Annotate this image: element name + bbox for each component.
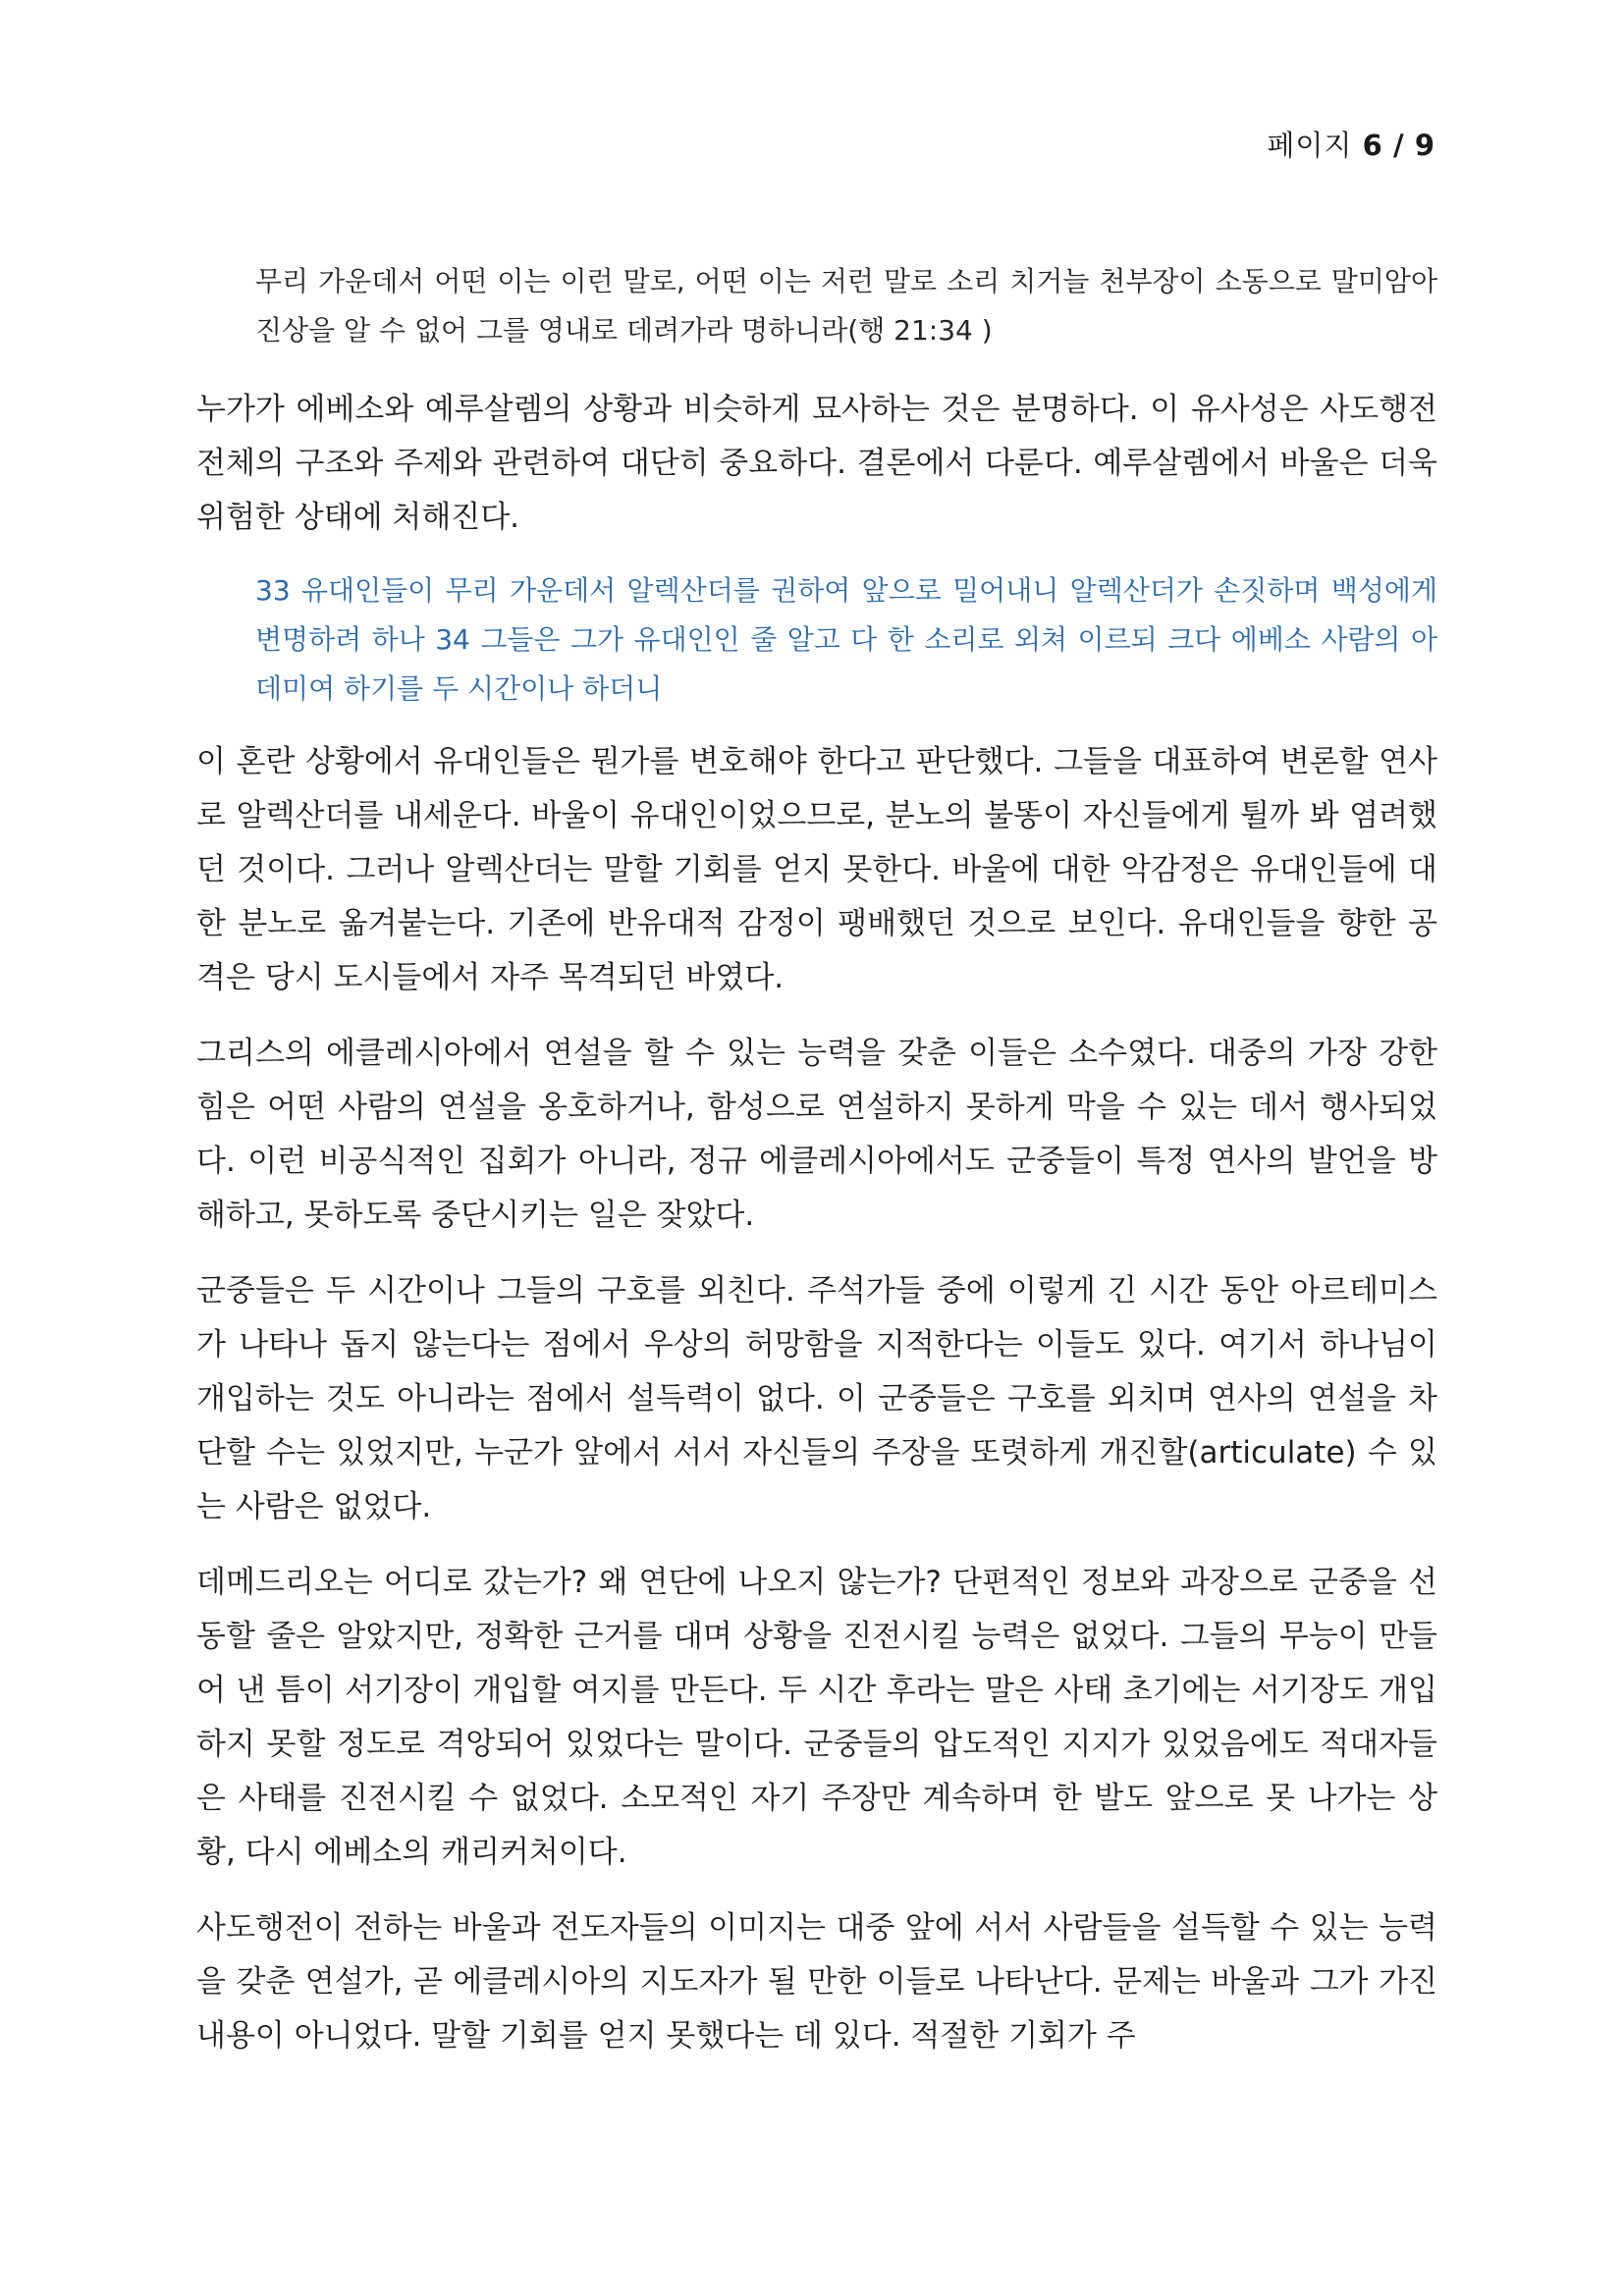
current-page-number: 6 [1362, 129, 1383, 162]
page-label: 페이지 [1267, 129, 1353, 162]
page-body [196, 257, 1437, 2063]
body-paragraph: 누가가 에베소와 예루살렘의 상황과 비슷하게 묘사하는 것은 분명하다. 이 유사성은 사도행전 전체의 구조와 주제와 관련하여 대단히 중요하다. 결론에서 다룬다. 예루살렘에서 바울은 더욱 위험한 상태에 처해진다. [196, 392, 1437, 535]
page-separator: / [1393, 129, 1405, 162]
scripture-quote-acts-21-34: 무리 가운데서 어떤 이는 이런 말로, 어떤 이는 저런 말로 소리 치거늘 천부장이 소동으로 말미암아 진상을 알 수 없어 그를 영내로 데려가라 명하니라(행 21:34 ) [255, 265, 1437, 347]
page-number [1267, 124, 1435, 164]
body-paragraph: 그리스의 에클레시아에서 연설을 할 수 있는 능력을 갖춘 이들은 소수였다. 대중의 가장 강한 힘은 어떤 사람의 연설을 옹호하거나, 함성으로 연설하지 못하게 막을 수 있는 데서 행사되었다. 이런 비공식적인 집회가 아니라, 정규 에클레시아에서도 군중들이 특정 연사의 발언을 방해하고, 못하도록 중단시키는 일은 잦았다. [196, 1036, 1437, 1233]
body-paragraph: 군중들은 두 시간이나 그들의 구호를 외친다. 주석가들 중에 이렇게 긴 시간 동안 아르테미스가 나타나 돕지 않는다는 점에서 우상의 허망함을 지적한다는 이들도 있다. 여기서 하나님이 개입하는 것도 아니라는 점에서 설득력이 없다. 이 군중들은 구호를 외치며 연사의 연설을 차단할 수는 있었지만, 누군가 앞에서 서서 자신들의 주장을 또렷하게 개진할(articulate) 수 있는 사람은 없었다. [196, 1273, 1437, 1524]
body-paragraph: 사도행전이 전하는 바울과 전도자들의 이미지는 대중 앞에 서서 사람들을 설득할 수 있는 능력을 갖춘 연설가, 곧 에클레시아의 지도자가 될 만한 이들로 나타난다. 문제는 바울과 그가 가진 내용이 아니었다. 말할 기회를 얻지 못했다는 데 있다. 적절한 기회가 주 [196, 1910, 1437, 2054]
total-pages-number: 9 [1414, 129, 1435, 162]
body-paragraph: 데메드리오는 어디로 갔는가? 왜 연단에 나오지 않는가? 단편적인 정보와 과장으로 군중을 선동할 줄은 알았지만, 정확한 근거를 대며 상황을 진전시킬 능력은 없었다. 그들의 무능이 만들어 낸 틈이 서기장이 개입할 여지를 만든다. 두 시간 후라는 말은 사태 초기에는 서기장도 개입하지 못할 정도로 격앙되어 있었다는 말이다. 군중들의 압도적인 지지가 있었음에도 적대자들은 사태를 진전시킬 수 없었다. 소모적인 자기 주장만 계속하며 한 발도 앞으로 못 나가는 상황, 다시 에베소의 캐리커처이다. [196, 1565, 1437, 1870]
body-paragraph: 이 혼란 상황에서 유대인들은 뭔가를 변호해야 한다고 판단했다. 그들을 대표하여 변론할 연사로 알렉산더를 내세운다. 바울이 유대인이었으므로, 분노의 불똥이 자신들에게 튈까 봐 염려했던 것이다. 그러나 알렉산더는 말할 기회를 얻지 못한다. 바울에 대한 악감정은 유대인들에 대한 분노로 옮겨붙는다. 기존에 반유대적 감정이 팽배했던 것으로 보인다. 유대인들을 향한 공격은 당시 도시들에서 자주 목격되던 바였다. [196, 744, 1437, 995]
scripture-quote-acts-19-33-34: 33 유대인들이 무리 가운데서 알렉산더를 권하여 앞으로 밀어내니 알렉산더가 손짓하며 백성에게 변명하려 하나 34 그들은 그가 유대인인 줄 알고 다 한 소리로 외쳐 이르되 크다 에베소 사람의 아데미여 하기를 두 시간이나 하더니 [255, 574, 1437, 705]
